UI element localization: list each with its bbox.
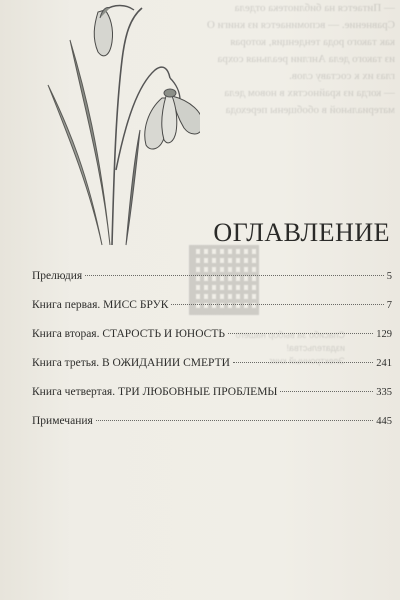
toc-entry-label: Книга первая. МИСС БРУК [32, 299, 169, 311]
toc-entry[interactable] [32, 413, 392, 429]
toc-entry-page: 445 [376, 416, 392, 427]
toc-entry-page: 129 [376, 329, 392, 340]
toc-entry[interactable] [32, 326, 392, 342]
toc-entry-page: 7 [386, 300, 392, 311]
bleed-line: Сравнение. — вспоминается из книги О [206, 19, 395, 31]
page-title: ОГЛАВЛЕНИЕ [213, 218, 390, 247]
table-of-contents [32, 268, 392, 442]
dot-leader [228, 333, 373, 334]
bleed-line: как такого рода тенденция, которая [230, 36, 395, 48]
toc-entry-label: Книга третья. В ОЖИДАНИИ СМЕРТИ [32, 357, 230, 369]
bleed-line: из такого дела Англии реальная сохра [217, 53, 395, 65]
toc-entry-page: 5 [386, 271, 392, 282]
toc-entry[interactable] [32, 355, 392, 371]
toc-entry-label: Книга четвертая. ТРИ ЛЮБОВНЫЕ ПРОБЛЕМЫ [32, 386, 278, 398]
toc-entry-label: Примечания [32, 415, 93, 427]
dot-leader [280, 391, 373, 392]
toc-entry[interactable] [32, 268, 392, 284]
dot-leader [171, 304, 383, 305]
bleed-note-line: Спасибо за выбор нашего издательства! [235, 330, 345, 353]
dot-leader [85, 275, 384, 276]
toc-entry-page: 241 [376, 358, 392, 369]
toc-entry[interactable] [32, 384, 392, 400]
dot-leader [96, 420, 373, 421]
bleed-line: — когда из крайностях в новом дела [224, 87, 395, 99]
snowdrop-illustration [30, 0, 200, 250]
toc-entry-page: 335 [376, 387, 392, 398]
toc-entry-label: Прелюдия [32, 270, 83, 282]
dot-leader [233, 362, 373, 363]
bleed-line: глаз их к составу слов. [289, 70, 395, 82]
toc-entry-label: Книга вторая. СТАРОСТЬ И ЮНОСТЬ [32, 328, 225, 340]
bleed-line: — Питается на библиотека отдела [234, 2, 395, 14]
bleed-line: материальной в обобщены перехода [225, 104, 395, 116]
toc-entry[interactable] [32, 297, 392, 313]
bleed-note-line: Электронный книг. [267, 356, 345, 366]
